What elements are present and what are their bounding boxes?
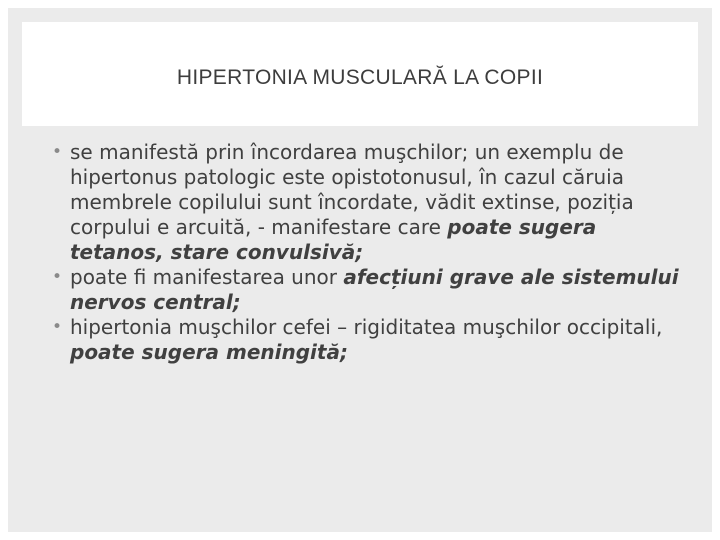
- bullet-item-1: [52, 140, 692, 265]
- bullet-icon: •: [52, 317, 63, 337]
- bullet-icon: •: [52, 142, 63, 162]
- slide-title: HIPERTONIA MUSCULARĂ LA COPII: [176, 66, 544, 89]
- bullet-text: se manifestă prin încordarea muşchilor; un exemplu de hipertonus patologic este opistotonusul, în cazul căruia membrele copilului sunt încordate, vădit extinse, poziția corpului e arcuită, - manifestare care: [70, 140, 634, 239]
- bullet-icon: •: [52, 267, 63, 287]
- bullet-item-2: [52, 265, 692, 315]
- bullet-text: poate fi manifestarea unor: [70, 265, 344, 289]
- bullet-text: hipertonia muşchilor cefei – rigiditatea muşchilor occipitali,: [70, 315, 663, 339]
- slide-body: [52, 140, 692, 365]
- bullet-emphasis: poate sugera tetanos, stare convulsivă;: [70, 215, 597, 264]
- bullet-emphasis: afecțiuni grave ale sistemului nervos central;: [70, 265, 679, 314]
- bullet-emphasis: poate sugera meningită;: [70, 340, 348, 364]
- title-box: [22, 22, 698, 126]
- bullet-item-3: [52, 315, 692, 365]
